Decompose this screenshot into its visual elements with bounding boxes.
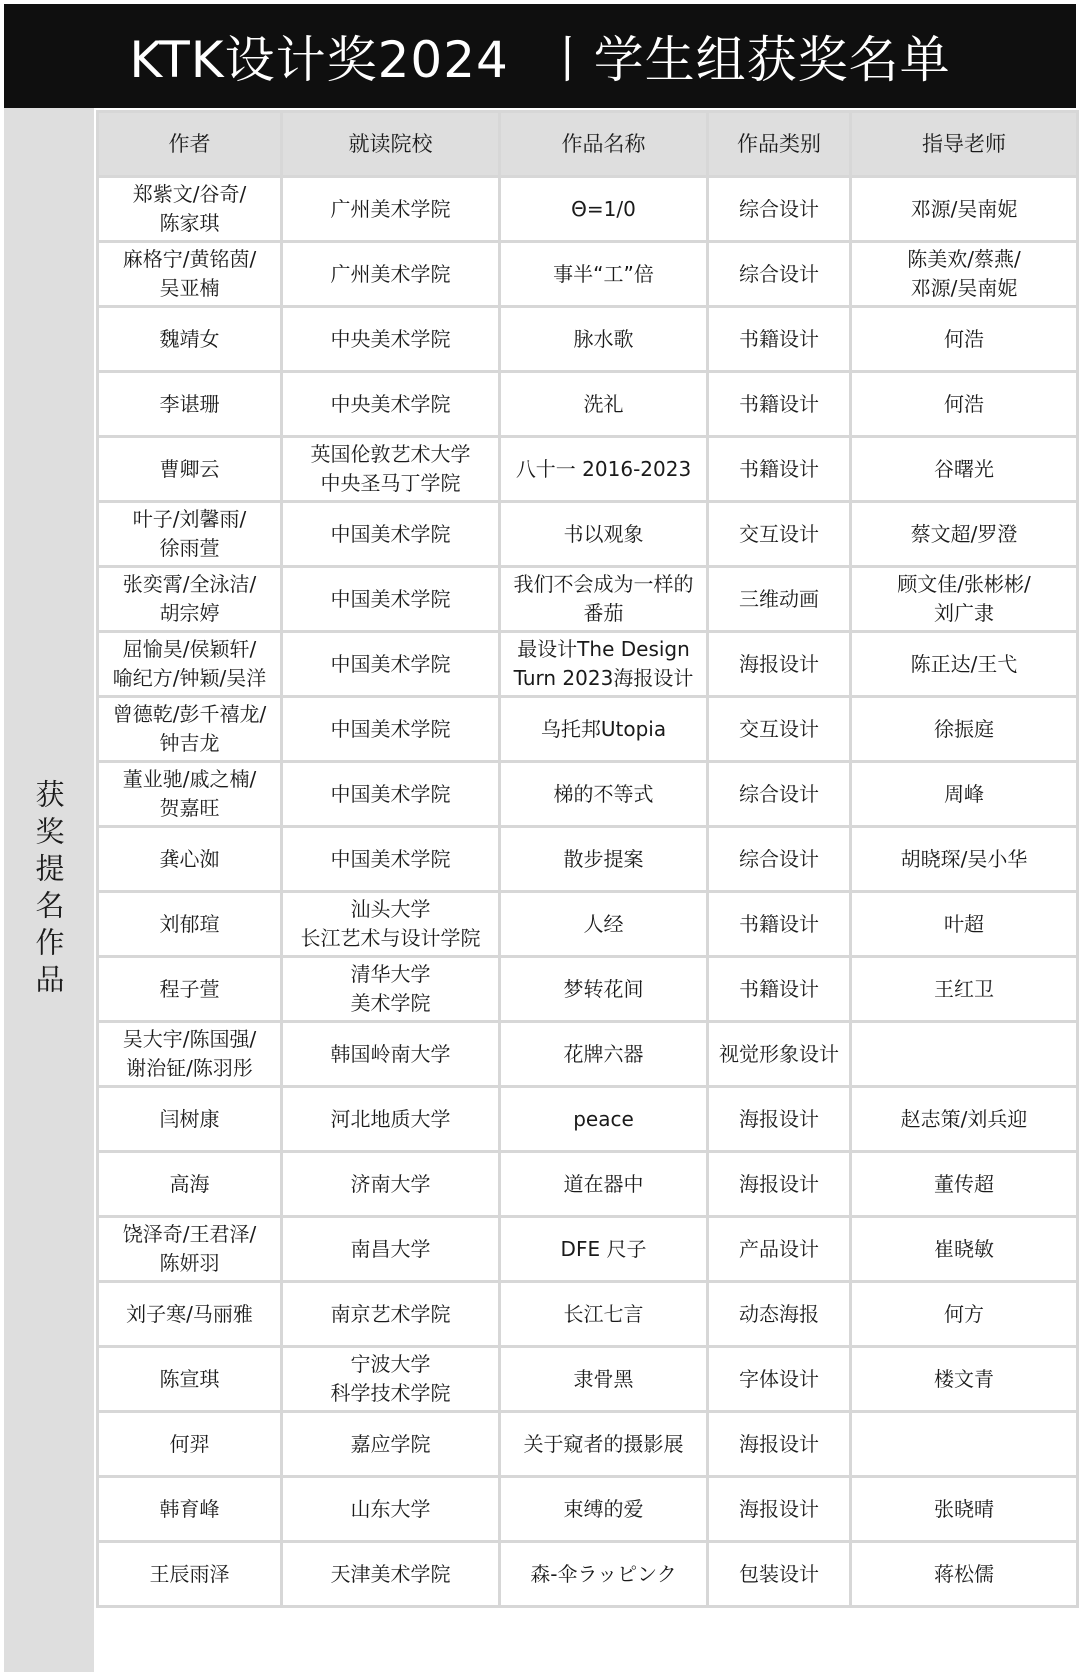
cell-work-line: 梦转花间 bbox=[563, 976, 644, 1001]
cell-work bbox=[500, 762, 708, 827]
table-row bbox=[98, 437, 1078, 502]
cell-school bbox=[282, 1022, 500, 1087]
cell-work-line: 花牌六器 bbox=[563, 1041, 644, 1066]
table-row bbox=[98, 1347, 1078, 1412]
cell-school-line: 中国美术学院 bbox=[330, 521, 451, 546]
cell-advisor bbox=[851, 1347, 1078, 1412]
cell-category bbox=[708, 1477, 851, 1542]
cell-school-line: 南京艺术学院 bbox=[330, 1301, 451, 1326]
cell-category-line: 交互设计 bbox=[739, 716, 819, 741]
cell-author-line: 麻格宁/黄铭茵/ bbox=[122, 247, 257, 271]
cell-author bbox=[98, 697, 282, 762]
cell-author-line: 闫树康 bbox=[159, 1106, 220, 1131]
cell-category bbox=[708, 632, 851, 697]
cell-school-line: 中国美术学院 bbox=[330, 716, 451, 741]
cell-work bbox=[500, 1022, 708, 1087]
cell-category bbox=[708, 177, 851, 242]
award-table bbox=[96, 110, 1079, 1608]
cell-school bbox=[282, 1412, 500, 1477]
column-header-author: 作者 bbox=[98, 112, 282, 177]
cell-advisor bbox=[851, 1412, 1078, 1477]
cell-category bbox=[708, 1542, 851, 1607]
cell-category bbox=[708, 1412, 851, 1477]
table-body bbox=[98, 177, 1078, 1607]
cell-advisor-line: 何浩 bbox=[944, 326, 984, 351]
cell-author-line: 张奕霄/全泳洁/ bbox=[122, 572, 257, 596]
table-row bbox=[98, 372, 1078, 437]
cell-school-line: 中央美术学院 bbox=[330, 391, 451, 416]
cell-advisor bbox=[851, 892, 1078, 957]
cell-category bbox=[708, 1087, 851, 1152]
cell-school bbox=[282, 632, 500, 697]
cell-category bbox=[708, 372, 851, 437]
cell-author bbox=[98, 437, 282, 502]
cell-category bbox=[708, 762, 851, 827]
cell-advisor-line: 蔡文超/罗澄 bbox=[910, 521, 1018, 546]
cell-school-line: 清华大学 bbox=[350, 962, 431, 986]
cell-advisor bbox=[851, 1282, 1078, 1347]
cell-advisor bbox=[851, 372, 1078, 437]
cell-category bbox=[708, 1217, 851, 1282]
cell-category-line: 交互设计 bbox=[739, 521, 819, 546]
cell-author-line: 叶子/刘馨雨/ bbox=[132, 507, 247, 531]
cell-author-line: 屈愉昊/侯颖轩/ bbox=[122, 637, 257, 661]
cell-author bbox=[98, 1087, 282, 1152]
cell-advisor bbox=[851, 567, 1078, 632]
table-row bbox=[98, 1022, 1078, 1087]
cell-author-line: 刘郁瑄 bbox=[159, 911, 220, 936]
table-row bbox=[98, 1542, 1078, 1607]
cell-school bbox=[282, 242, 500, 307]
cell-author bbox=[98, 1282, 282, 1347]
cell-advisor-line: 张晓晴 bbox=[934, 1496, 994, 1521]
cell-category-line: 三维动画 bbox=[739, 586, 819, 611]
cell-author-line: 高海 bbox=[169, 1171, 210, 1196]
cell-advisor-line: 董传超 bbox=[934, 1171, 994, 1196]
cell-work-line: Turn 2023海报设计 bbox=[513, 666, 694, 690]
cell-advisor bbox=[851, 697, 1078, 762]
cell-work bbox=[500, 307, 708, 372]
cell-category-line: 综合设计 bbox=[739, 196, 819, 221]
cell-author bbox=[98, 177, 282, 242]
cell-author bbox=[98, 242, 282, 307]
cell-school bbox=[282, 437, 500, 502]
cell-school-line: 天津美术学院 bbox=[330, 1561, 451, 1586]
cell-category bbox=[708, 242, 851, 307]
cell-category-line: 综合设计 bbox=[739, 846, 819, 871]
table-row bbox=[98, 1282, 1078, 1347]
cell-author bbox=[98, 502, 282, 567]
cell-advisor-line: 陈美欢/蔡燕/ bbox=[907, 247, 1021, 271]
cell-work bbox=[500, 1087, 708, 1152]
cell-work bbox=[500, 177, 708, 242]
cell-advisor-line: 邓源/吴南妮 bbox=[910, 276, 1018, 300]
cell-author-line: 贺嘉旺 bbox=[159, 796, 220, 820]
cell-work-line: 最设计The Design bbox=[517, 637, 690, 661]
cell-author-line: 徐雨萱 bbox=[159, 536, 220, 560]
cell-category-line: 海报设计 bbox=[739, 1171, 819, 1196]
cell-work-line: 束缚的爱 bbox=[563, 1496, 644, 1521]
cell-author bbox=[98, 827, 282, 892]
cell-work bbox=[500, 1347, 708, 1412]
cell-category-line: 视觉形象设计 bbox=[719, 1041, 839, 1066]
cell-work bbox=[500, 1282, 708, 1347]
cell-school bbox=[282, 1087, 500, 1152]
side-category-label bbox=[4, 108, 94, 1672]
cell-advisor-line: 邓源/吴南妮 bbox=[910, 196, 1018, 221]
cell-author-line: 王辰雨泽 bbox=[149, 1561, 230, 1586]
cell-author bbox=[98, 307, 282, 372]
cell-school bbox=[282, 1282, 500, 1347]
column-header-advisor: 指导老师 bbox=[851, 112, 1078, 177]
cell-school bbox=[282, 502, 500, 567]
cell-advisor-line: 楼文青 bbox=[934, 1366, 994, 1391]
cell-school bbox=[282, 957, 500, 1022]
cell-author-line: 李谌珊 bbox=[159, 391, 220, 416]
cell-author-line: 曹卿云 bbox=[159, 456, 220, 481]
cell-category-line: 海报设计 bbox=[739, 651, 819, 676]
cell-author-line: 吴大宇/陈国强/ bbox=[122, 1027, 257, 1051]
cell-work-line: 梯的不等式 bbox=[553, 781, 654, 806]
table-row bbox=[98, 632, 1078, 697]
cell-school bbox=[282, 762, 500, 827]
cell-category-line: 书籍设计 bbox=[739, 976, 819, 1001]
award-list-poster bbox=[4, 4, 1076, 1672]
cell-school bbox=[282, 1217, 500, 1282]
cell-category-line: 书籍设计 bbox=[739, 391, 819, 416]
cell-school bbox=[282, 1542, 500, 1607]
cell-school-line: 山东大学 bbox=[350, 1496, 431, 1521]
cell-author-line: 郑紫文/谷奇/ bbox=[132, 182, 247, 206]
cell-author bbox=[98, 1152, 282, 1217]
cell-advisor-line: 顾文佳/张彬彬/ bbox=[897, 572, 1031, 596]
cell-work-line: 番茄 bbox=[583, 601, 624, 625]
cell-advisor-line: 胡晓琛/吴小华 bbox=[900, 846, 1028, 871]
table-row bbox=[98, 242, 1078, 307]
cell-work bbox=[500, 1477, 708, 1542]
table-row bbox=[98, 762, 1078, 827]
cell-work-line: 八十一 2016-2023 bbox=[515, 456, 692, 481]
table-row bbox=[98, 1152, 1078, 1217]
column-header-school: 就读院校 bbox=[282, 112, 500, 177]
cell-work-line: Θ=1/0 bbox=[571, 196, 636, 221]
cell-advisor-line: 何方 bbox=[944, 1301, 984, 1326]
cell-author-line: 魏靖女 bbox=[159, 326, 220, 351]
cell-category-line: 书籍设计 bbox=[739, 326, 819, 351]
cell-advisor-line: 蒋松儒 bbox=[934, 1561, 994, 1586]
cell-school-line: 中国美术学院 bbox=[330, 846, 451, 871]
cell-author bbox=[98, 1542, 282, 1607]
cell-advisor bbox=[851, 1542, 1078, 1607]
cell-work bbox=[500, 957, 708, 1022]
cell-author bbox=[98, 1347, 282, 1412]
cell-school-line: 长江艺术与设计学院 bbox=[300, 926, 481, 950]
cell-work bbox=[500, 827, 708, 892]
cell-school-line: 中央圣马丁学院 bbox=[320, 471, 461, 495]
cell-advisor-line: 周峰 bbox=[944, 781, 984, 806]
cell-work-line: 关于窥者的摄影展 bbox=[523, 1431, 684, 1456]
cell-author bbox=[98, 632, 282, 697]
cell-author-line: 陈宣琪 bbox=[159, 1366, 220, 1391]
cell-work bbox=[500, 1412, 708, 1477]
cell-author bbox=[98, 1412, 282, 1477]
cell-author bbox=[98, 957, 282, 1022]
cell-author-line: 程子萱 bbox=[159, 976, 220, 1001]
table-row bbox=[98, 1477, 1078, 1542]
cell-school bbox=[282, 372, 500, 437]
cell-work-line: peace bbox=[573, 1106, 634, 1131]
cell-work-line: DFE 尺子 bbox=[560, 1236, 647, 1261]
cell-school-line: 宁波大学 bbox=[350, 1352, 431, 1376]
table-row bbox=[98, 1412, 1078, 1477]
cell-work bbox=[500, 1152, 708, 1217]
cell-author-line: 胡宗婷 bbox=[159, 601, 220, 625]
cell-author-line: 曾德乾/彭千禧龙/ bbox=[112, 702, 267, 726]
cell-author-line: 董业驰/戚之楠/ bbox=[122, 767, 257, 791]
cell-category bbox=[708, 502, 851, 567]
cell-advisor bbox=[851, 307, 1078, 372]
cell-category bbox=[708, 892, 851, 957]
table-row bbox=[98, 307, 1078, 372]
cell-school-line: 嘉应学院 bbox=[350, 1431, 431, 1456]
cell-work-line: 我们不会成为一样的 bbox=[513, 572, 694, 596]
cell-advisor-line: 王红卫 bbox=[934, 976, 994, 1001]
cell-advisor bbox=[851, 827, 1078, 892]
cell-school bbox=[282, 827, 500, 892]
cell-school bbox=[282, 1477, 500, 1542]
cell-work-line: 森-伞ラッピンク bbox=[530, 1561, 677, 1586]
cell-school-line: 济南大学 bbox=[350, 1171, 431, 1196]
cell-work bbox=[500, 437, 708, 502]
cell-author bbox=[98, 372, 282, 437]
cell-category bbox=[708, 957, 851, 1022]
cell-work-line: 长江七言 bbox=[563, 1301, 644, 1326]
cell-advisor-line: 赵志策/刘兵迎 bbox=[900, 1106, 1028, 1131]
cell-advisor bbox=[851, 632, 1078, 697]
cell-advisor-line: 叶超 bbox=[944, 911, 984, 936]
cell-work bbox=[500, 502, 708, 567]
cell-author-line: 刘子寒/马丽雅 bbox=[126, 1301, 253, 1326]
table-row bbox=[98, 892, 1078, 957]
cell-school bbox=[282, 567, 500, 632]
column-header-category: 作品类别 bbox=[708, 112, 851, 177]
cell-work-line: 乌托邦Utopia bbox=[540, 716, 667, 741]
cell-category-line: 海报设计 bbox=[739, 1496, 819, 1521]
table-row bbox=[98, 567, 1078, 632]
table-header-row bbox=[98, 112, 1078, 177]
cell-category bbox=[708, 1152, 851, 1217]
cell-work bbox=[500, 242, 708, 307]
cell-author-line: 陈妍羽 bbox=[159, 1251, 220, 1275]
cell-advisor-line: 陈正达/王弋 bbox=[910, 651, 1018, 676]
cell-work-line: 隶骨黑 bbox=[573, 1366, 634, 1391]
cell-category bbox=[708, 827, 851, 892]
cell-school-line: 广州美术学院 bbox=[330, 196, 451, 221]
cell-advisor-line: 崔晓敏 bbox=[934, 1236, 994, 1261]
cell-advisor bbox=[851, 1217, 1078, 1282]
cell-category-line: 动态海报 bbox=[739, 1301, 819, 1326]
cell-author bbox=[98, 1477, 282, 1542]
cell-school-line: 中国美术学院 bbox=[330, 651, 451, 676]
table-row bbox=[98, 177, 1078, 242]
cell-work-line: 书以观象 bbox=[563, 521, 644, 546]
cell-author bbox=[98, 892, 282, 957]
cell-category-line: 综合设计 bbox=[739, 781, 819, 806]
cell-advisor-line: 谷曙光 bbox=[934, 456, 994, 481]
cell-school-line: 河北地质大学 bbox=[330, 1106, 451, 1131]
cell-category bbox=[708, 1022, 851, 1087]
cell-category-line: 字体设计 bbox=[739, 1366, 819, 1391]
cell-category bbox=[708, 697, 851, 762]
cell-advisor bbox=[851, 437, 1078, 502]
cell-category-line: 包装设计 bbox=[739, 1561, 819, 1586]
cell-advisor bbox=[851, 242, 1078, 307]
cell-advisor-line: 何浩 bbox=[944, 391, 984, 416]
table-row bbox=[98, 957, 1078, 1022]
cell-category-line: 书籍设计 bbox=[739, 911, 819, 936]
cell-advisor bbox=[851, 762, 1078, 827]
column-header-work: 作品名称 bbox=[500, 112, 708, 177]
cell-author-line: 龚心洳 bbox=[159, 846, 220, 871]
cell-author bbox=[98, 762, 282, 827]
cell-author-line: 喻纪方/钟颖/吴洋 bbox=[112, 666, 267, 690]
cell-category bbox=[708, 1347, 851, 1412]
cell-category-line: 海报设计 bbox=[739, 1431, 819, 1456]
cell-work bbox=[500, 892, 708, 957]
table-row bbox=[98, 827, 1078, 892]
cell-advisor bbox=[851, 1152, 1078, 1217]
cell-author bbox=[98, 1217, 282, 1282]
cell-work bbox=[500, 567, 708, 632]
cell-category-line: 综合设计 bbox=[739, 261, 819, 286]
cell-advisor-line: 徐振庭 bbox=[934, 716, 994, 741]
cell-work-line: 脉水歌 bbox=[573, 326, 634, 351]
cell-work-line: 人经 bbox=[583, 911, 624, 936]
cell-advisor bbox=[851, 957, 1078, 1022]
cell-author-line: 钟吉龙 bbox=[159, 731, 220, 755]
page-title: KTK设计奖2024 丨学生组获奖名单 bbox=[4, 4, 1076, 108]
cell-school bbox=[282, 892, 500, 957]
cell-school bbox=[282, 1152, 500, 1217]
cell-advisor-line: 刘广隶 bbox=[934, 601, 994, 625]
cell-category-line: 书籍设计 bbox=[739, 456, 819, 481]
cell-work-line: 洗礼 bbox=[583, 391, 624, 416]
cell-category-line: 海报设计 bbox=[739, 1106, 819, 1131]
cell-school bbox=[282, 307, 500, 372]
cell-work bbox=[500, 372, 708, 437]
cell-author-line: 陈家琪 bbox=[159, 211, 220, 235]
cell-school-line: 科学技术学院 bbox=[330, 1381, 451, 1405]
cell-advisor bbox=[851, 502, 1078, 567]
side-category-text: 获奖提名作品 bbox=[31, 779, 66, 1001]
cell-author bbox=[98, 567, 282, 632]
cell-category bbox=[708, 437, 851, 502]
table-row bbox=[98, 1087, 1078, 1152]
cell-work bbox=[500, 1542, 708, 1607]
cell-category bbox=[708, 567, 851, 632]
cell-school-line: 中国美术学院 bbox=[330, 586, 451, 611]
cell-school-line: 汕头大学 bbox=[350, 897, 431, 921]
cell-work bbox=[500, 697, 708, 762]
cell-school bbox=[282, 697, 500, 762]
cell-advisor bbox=[851, 1087, 1078, 1152]
cell-author-line: 吴亚楠 bbox=[159, 276, 220, 300]
cell-work bbox=[500, 1217, 708, 1282]
cell-work-line: 散步提案 bbox=[563, 846, 644, 871]
cell-school bbox=[282, 1347, 500, 1412]
cell-work-line: 道在器中 bbox=[563, 1171, 644, 1196]
cell-advisor bbox=[851, 177, 1078, 242]
table-row bbox=[98, 1217, 1078, 1282]
cell-school-line: 中国美术学院 bbox=[330, 781, 451, 806]
cell-school-line: 美术学院 bbox=[350, 991, 431, 1015]
table-row bbox=[98, 502, 1078, 567]
cell-advisor bbox=[851, 1022, 1078, 1087]
cell-work bbox=[500, 632, 708, 697]
table-row bbox=[98, 697, 1078, 762]
cell-author bbox=[98, 1022, 282, 1087]
cell-school-line: 中央美术学院 bbox=[330, 326, 451, 351]
cell-category bbox=[708, 1282, 851, 1347]
cell-author-line: 谢治钲/陈羽彤 bbox=[126, 1056, 253, 1080]
cell-school-line: 南昌大学 bbox=[350, 1236, 431, 1261]
cell-author-line: 何羿 bbox=[169, 1431, 210, 1456]
cell-category bbox=[708, 307, 851, 372]
cell-author-line: 饶泽奇/王君泽/ bbox=[122, 1222, 257, 1246]
cell-work-line: 事半“工”倍 bbox=[553, 261, 654, 286]
cell-school bbox=[282, 177, 500, 242]
cell-school-line: 英国伦敦艺术大学 bbox=[310, 442, 471, 466]
cell-category-line: 产品设计 bbox=[739, 1236, 819, 1261]
cell-advisor bbox=[851, 1477, 1078, 1542]
cell-school-line: 广州美术学院 bbox=[330, 261, 451, 286]
cell-school-line: 韩国岭南大学 bbox=[330, 1041, 451, 1066]
cell-author-line: 韩育峰 bbox=[159, 1496, 220, 1521]
